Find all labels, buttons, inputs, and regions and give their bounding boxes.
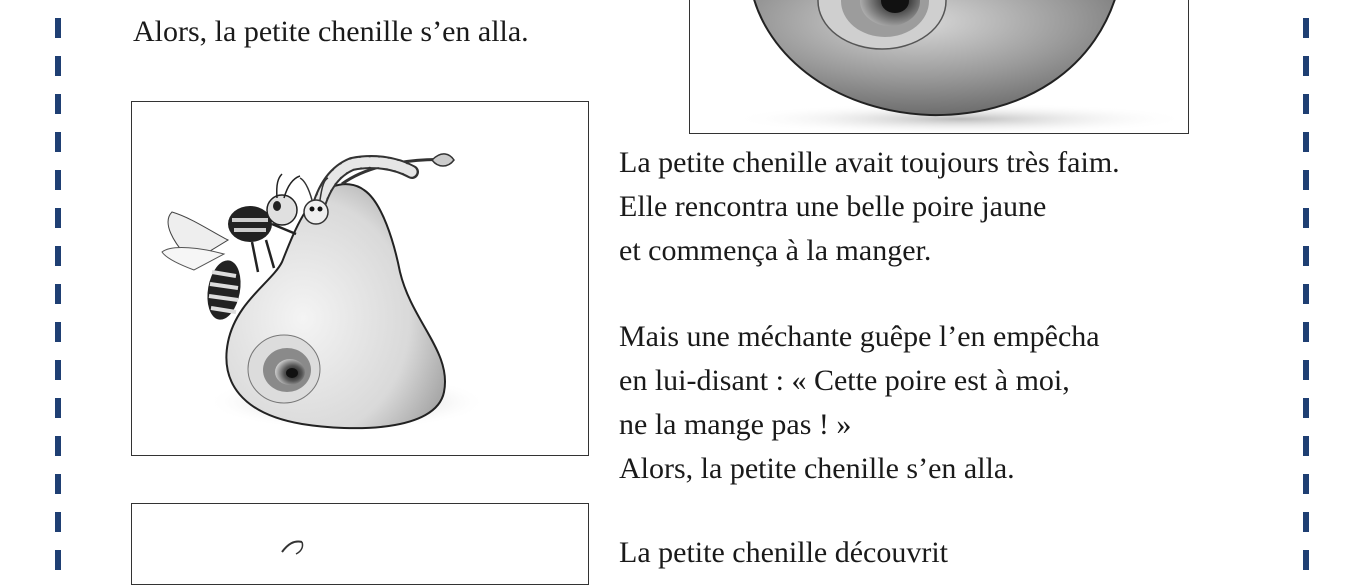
- apple-with-hole-illustration: [689, 0, 1189, 134]
- right-p2-line4: Alors, la petite chenille s’en alla.: [619, 452, 1015, 485]
- next-scene-illustration: [131, 503, 589, 585]
- right-p1-line1: La petite chenille avait toujours très faim.: [619, 146, 1120, 179]
- right-p3-cut-line: La petite chenille découvrit: [619, 536, 949, 569]
- right-p2-line1: Mais une méchante guêpe l’en empêcha: [619, 320, 1100, 353]
- right-p2-line2: en lui-disant : « Cette poire est à moi,: [619, 364, 1070, 397]
- wasp-caterpillar-pear-illustration: [131, 101, 589, 456]
- right-p1-line3: et commença à la manger.: [619, 234, 932, 267]
- page-border-left: [55, 0, 61, 580]
- top-left-line: Alors, la petite chenille s’en alla.: [133, 15, 529, 48]
- right-p2-line3: ne la mange pas ! »: [619, 408, 852, 441]
- right-p1-line2: Elle rencontra une belle poire jaune: [619, 190, 1047, 223]
- page-border-right: [1303, 0, 1309, 580]
